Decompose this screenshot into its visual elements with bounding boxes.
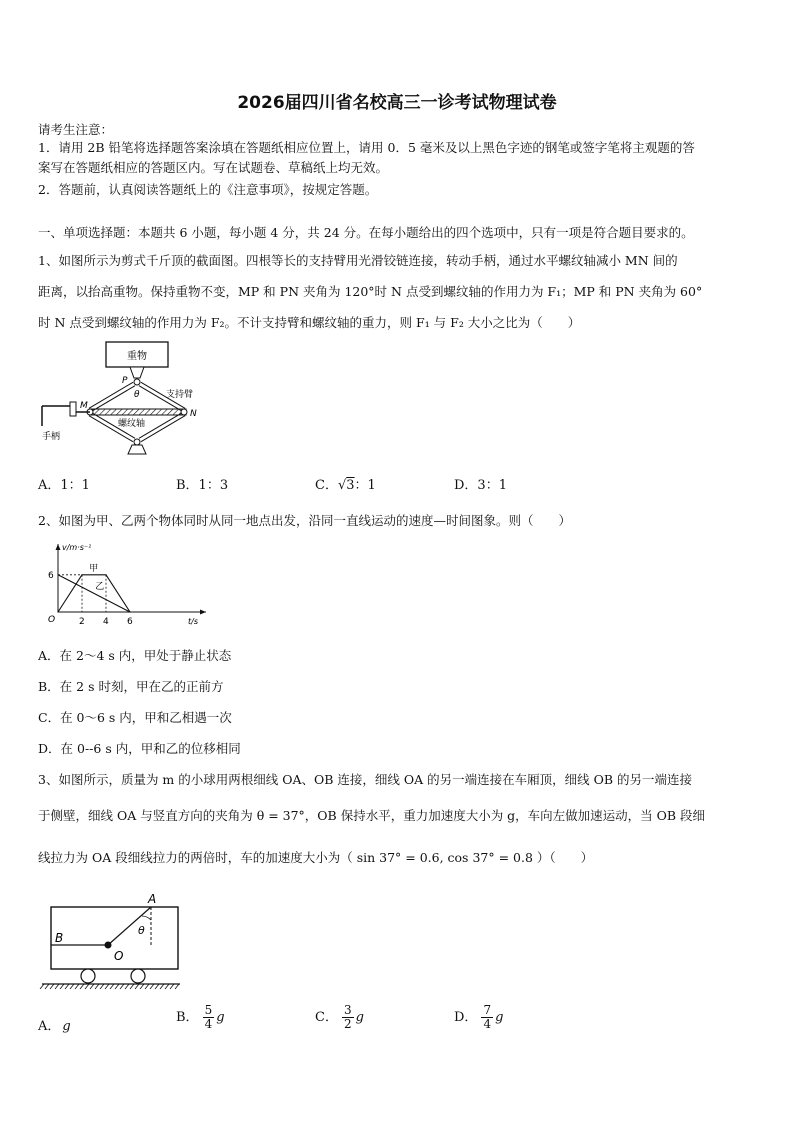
hatch-mark — [45, 984, 49, 989]
hatch-mark — [95, 984, 99, 989]
q2-stem: 2、如图为甲、乙两个物体同时从同一地点出发，沿同一直线运动的速度—时间图象。则（ ） — [38, 513, 571, 528]
fraction: $\frac{7}{4}$ — [483, 1003, 492, 1031]
wheel-left — [81, 969, 95, 983]
hatch-mark — [65, 984, 69, 989]
hatch-mark — [40, 984, 44, 989]
notice-item-1-cont: 案写在答题纸相应的答题区内。写在试题卷、草稿纸上均无效。 — [38, 160, 389, 175]
hatch-mark — [75, 984, 79, 989]
y-tick-label: 6 — [48, 570, 54, 581]
label-B: B — [55, 931, 64, 945]
weight-label: 重物 — [127, 351, 147, 362]
notice-item-1: 1．请用 2B 铅笔将选择题答案涂填在答题纸相应位置上，请用 0．5 毫米及以上黑色字迹的钢笔或签字笔将主观题的答 — [38, 140, 695, 155]
car-ball-figure — [38, 862, 188, 992]
data-point — [105, 574, 106, 575]
wheel-right — [131, 969, 145, 983]
hatch-mark — [170, 984, 174, 989]
label-theta: θ — [134, 390, 140, 400]
scissor-jack-figure — [38, 340, 218, 460]
x-tick-label: 2 — [79, 617, 85, 627]
series-label-jia: 甲 — [89, 564, 99, 575]
hatch-mark — [120, 984, 124, 989]
q1-stem-line2: 距离，以抬高重物。保持重物不变，MP 和 PN 夹角为 120°时 N 点受到螺纹轴的作用力为 F₁；MP 和 PN 夹角为 60° — [38, 284, 703, 299]
x-axis-label: t/s — [188, 617, 198, 626]
data-point — [57, 574, 58, 575]
hatch-mark — [145, 984, 149, 989]
data-point — [81, 574, 82, 575]
notice-item-2: 2．答题前，认真阅读答题纸上的《注意事项》，按规定答题。 — [38, 182, 378, 197]
hatch-mark — [155, 984, 159, 989]
ball — [105, 942, 112, 949]
q1-option-a[interactable]: A．1：1 — [38, 478, 90, 493]
hatch-mark — [115, 984, 119, 989]
hatch-mark — [160, 984, 164, 989]
hatch-mark — [60, 984, 64, 989]
notice-header: 请考生注意： — [38, 122, 114, 137]
q3-stem-line1: 3、如图所示，质量为 m 的小球用两根细线 OA、OB 连接，细线 OA 的另一端连接在车厢顶，细线 OB 的另一端连接 — [38, 772, 693, 787]
q1-stem-line3: 时 N 点受到螺纹轴的作用力为 F₂。不计支持臂和螺纹轴的重力，则 F₁ 与 F₂ 大小之比为（ ） — [38, 315, 581, 330]
data-point — [57, 611, 58, 612]
screw-shaft — [90, 409, 186, 415]
q1-option-d[interactable]: D．3：1 — [454, 478, 507, 493]
fraction: $\frac{5}{4}$ — [204, 1003, 213, 1031]
screw-label: 螺纹轴 — [118, 419, 146, 429]
label-M: M — [80, 401, 88, 411]
x-tick-label: 6 — [127, 617, 133, 627]
hatch-mark — [135, 984, 139, 989]
q3-stem-line3: 线拉力为 OA 段细线拉力的两倍时，车的加速度大小为（ sin 37° = 0.6, cos 37° = 0.8 ）（ ） — [38, 850, 594, 865]
arm-label: 支持臂 — [166, 390, 194, 400]
label-theta-q3: θ — [138, 924, 145, 937]
section-heading: 一、单项选择题：本题共 6 小题，每小题 4 分，共 24 分。在每小题给出的四个选项中，只有一项是符合题目要求的。 — [38, 225, 694, 240]
hatch-mark — [50, 984, 54, 989]
hatch-mark — [105, 984, 109, 989]
x-tick-label: 4 — [103, 617, 109, 627]
hatch-mark — [165, 984, 169, 989]
hatch-mark — [125, 984, 129, 989]
q3-stem-line2: 于侧壁，细线 OA 与竖直方向的夹角为 θ = 37°，OB 保持水平，重力加速度大小为 g，车向左做加速运动，当 OB 段细 — [38, 808, 706, 823]
hatch-mark — [140, 984, 144, 989]
chart-series — [57, 563, 130, 613]
hatch-mark — [175, 984, 179, 989]
q3-option-a[interactable]: A． g — [38, 1019, 71, 1034]
series-line-yi — [58, 575, 130, 612]
label-N: N — [190, 409, 197, 419]
series-label-yi: 乙 — [95, 582, 105, 593]
page-title: 2026届四川省名校高三一诊考试物理试卷 — [237, 93, 557, 113]
q3-option-d[interactable]: D． $\frac{7}{4}$ g — [454, 1003, 504, 1031]
hatch-mark — [85, 984, 89, 989]
hatch-mark — [130, 984, 134, 989]
q1-option-c[interactable]: C．√3：1 — [315, 478, 376, 493]
hatch-mark — [150, 984, 154, 989]
data-point — [129, 611, 130, 612]
q2-option-d[interactable]: D．在 0--6 s 内，甲和乙的位移相同 — [38, 741, 241, 756]
origin-label: O — [48, 615, 56, 625]
velocity-time-chart — [38, 540, 208, 630]
label-A: A — [148, 892, 157, 906]
sqrt-symbol: √ — [337, 478, 347, 493]
q2-option-c[interactable]: C．在 0～6 s 内，甲和乙相遇一次 — [38, 710, 232, 725]
chart-guides — [58, 575, 106, 612]
ground-hatch — [40, 984, 179, 989]
hatch-mark — [70, 984, 74, 989]
label-P: P — [122, 376, 128, 386]
hatch-mark — [90, 984, 94, 989]
fraction: $\frac{3}{2}$ — [343, 1003, 352, 1031]
hatch-mark — [55, 984, 59, 989]
chart-ticks — [48, 571, 133, 627]
label-O: O — [114, 949, 124, 963]
q3-option-b[interactable]: B． $\frac{5}{4}$ g — [176, 1003, 225, 1031]
q1-stem-line1: 1、如图所示为剪式千斤顶的截面图。四根等长的支持臂用光滑铰链连接，转动手柄，通过水平螺纹轴减小 MN 间的 — [38, 253, 678, 268]
q2-option-b[interactable]: B．在 2 s 时刻，甲在乙的正前方 — [38, 679, 224, 694]
q2-option-a[interactable]: A．在 2～4 s 内，甲处于静止状态 — [38, 648, 232, 663]
hatch-mark — [110, 984, 114, 989]
y-axis-label: v/m·s⁻¹ — [62, 543, 92, 552]
hatch-mark — [80, 984, 84, 989]
hatch-mark — [100, 984, 104, 989]
handle-label: 手柄 — [42, 432, 61, 442]
q1-option-b[interactable]: B．1：3 — [176, 478, 229, 493]
q3-option-c[interactable]: C． $\frac{3}{2}$ g — [315, 1003, 364, 1031]
